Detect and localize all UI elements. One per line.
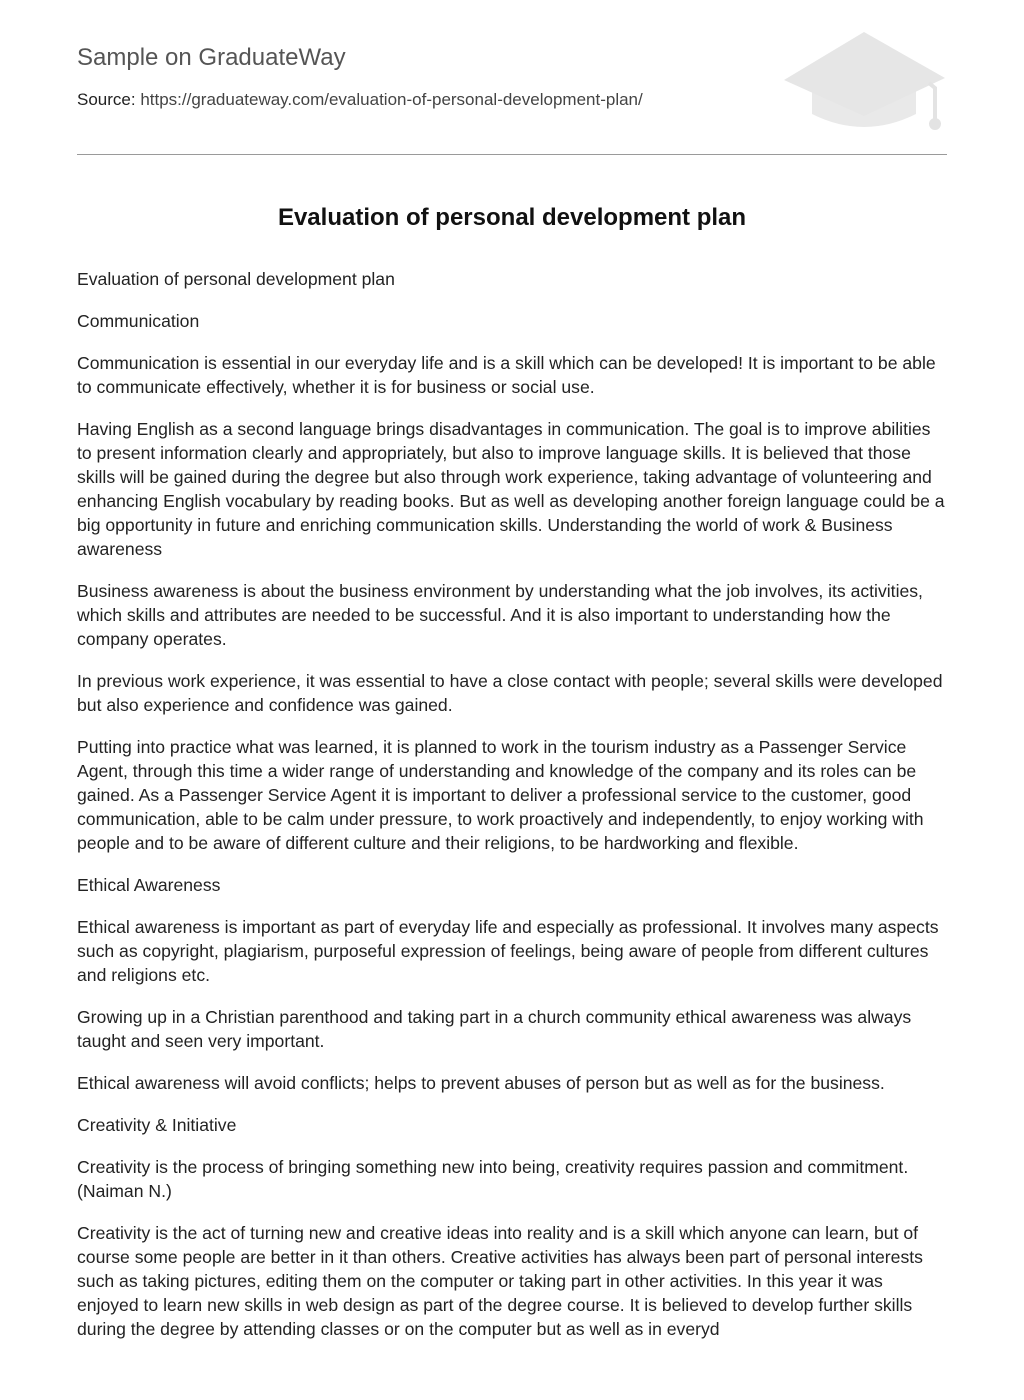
section-heading-ethical-awareness: Ethical Awareness	[77, 875, 221, 895]
paragraph: Evaluation of personal development plan	[77, 269, 395, 289]
document-title: Evaluation of personal development plan	[277, 204, 747, 231]
paragraph: Ethical awareness will avoid conflicts; helps to prevent abuses of person but as well as for the business.	[77, 1073, 885, 1093]
graduation-cap-icon	[779, 28, 949, 136]
paragraph: Business awareness is about the business environment by understanding what the job involves, its activities, which skills and attributes are needed to be successful. And it is also important to understanding how the company operates.	[77, 581, 923, 649]
header-divider	[77, 154, 947, 155]
paragraph: Putting into practice what was learned, it is planned to work in the tourism industry as a Passenger Service Agent, through this time a wider range of understanding and knowledge of the company and its roles can be gained. As a Passenger Service Agent it is important to deliver a professional service to the customer, good communication, able to be calm under pressure, to work proactively and independently, to enjoy working with people and to be aware of different culture and their religions, to be hardworking and flexible.	[77, 737, 924, 853]
document-body	[77, 267, 947, 1359]
source-label: Source:	[77, 90, 141, 109]
section-heading-communication: Communication	[77, 311, 200, 331]
paragraph: Creativity is the process of bringing something new into being, creativity requires passion and commitment. (Naiman N.)	[77, 1157, 909, 1201]
paragraph: In previous work experience, it was essential to have a close contact with people; several skills were developed but also experience and confidence was gained.	[77, 671, 943, 715]
site-title: Sample on GraduateWay	[77, 44, 346, 71]
section-heading-creativity: Creativity & Initiative	[77, 1115, 237, 1135]
paragraph: Communication is essential in our everyday life and is a skill which can be developed! It is important to be able to communicate effectively, whether it is for business or social use.	[77, 353, 936, 397]
source-link[interactable]: https://graduateway.com/evaluation-of-personal-development-plan/	[140, 90, 643, 109]
paragraph: Ethical awareness is important as part of everyday life and especially as professional. It involves many aspects such as copyright, plagiarism, purposeful expression of feelings, being aware of people from different cultures and religions etc.	[77, 917, 939, 985]
paragraph: Growing up in a Christian parenthood and taking part in a church community ethical awareness was always taught and seen very important.	[77, 1007, 912, 1051]
paragraph: Having English as a second language brings disadvantages in communication. The goal is to improve abilities to present information clearly and appropriately, but also to improve language skills. It is believed that those skills will be gained during the degree but also through work experience, taking advantage of volunteering and enhancing English vocabulary by reading books. But as well as developing another foreign language could be a big opportunity in future and enriching communication skills. Understanding the world of work & Business awareness	[77, 419, 945, 559]
source-line	[77, 90, 643, 110]
paragraph: Creativity is the act of turning new and creative ideas into reality and is a skill which anyone can learn, but of course some people are better in it than others. Creative activities has always been part of personal interests such as taking pictures, editing them on the computer or taking part in other activities. In this year it was enjoyed to learn new skills in web design as part of the degree course. It is believed to develop further skills during the degree by attending classes or on the computer but as well as in everyd	[77, 1223, 923, 1339]
